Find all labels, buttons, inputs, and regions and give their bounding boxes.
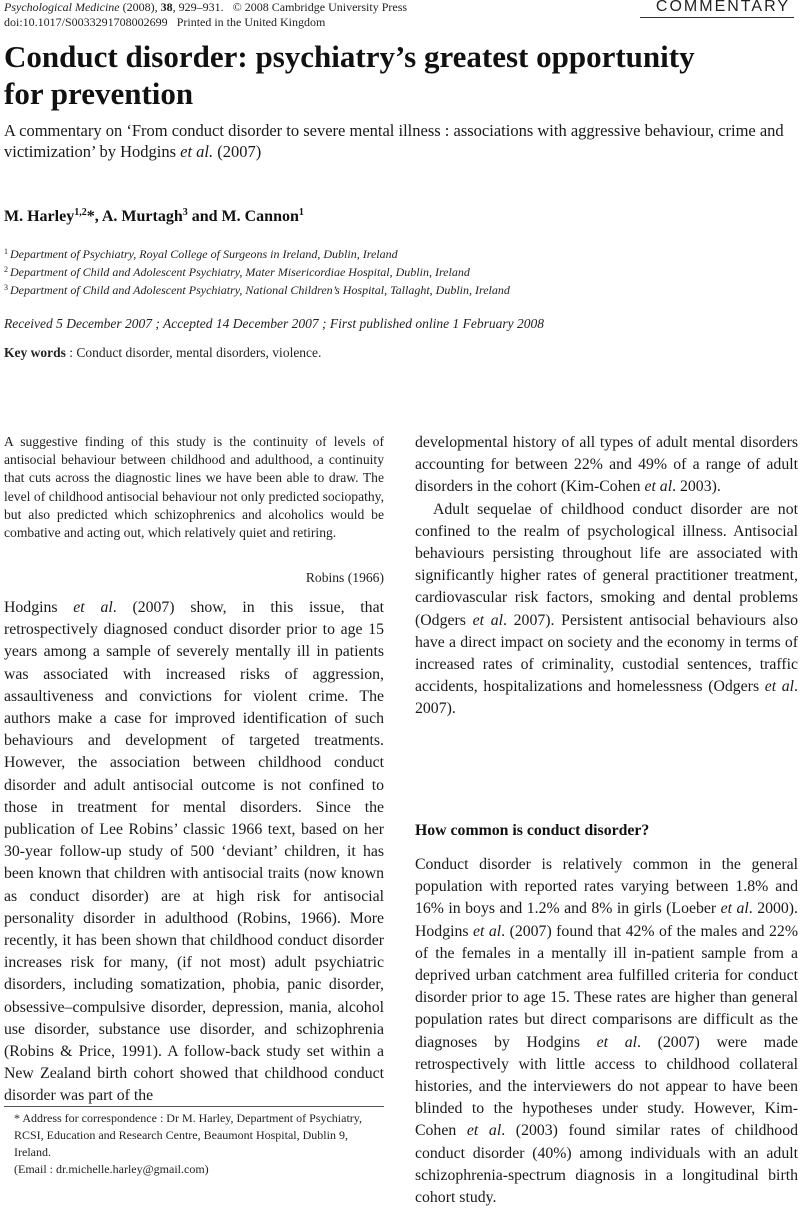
- header-rule: [640, 17, 794, 18]
- paragraph: Hodgins et al. (2007) show, in this issue, that retrospectively diagnosed conduct disorder prior to age 15 years among a sample of severely mentally ill in patients was associated with increased risks of aggression, assaultiveness and convictions for violent crime. The authors make a case for improved identification of such behaviours and development of targeted treatments. However, the association between childhood conduct disorder and adult antisocial outcome is not confined to those in treatment for mental disorders. Since the publication of Lee Robins’ classic 1966 text, based on her 30-year follow-up study of 500 ‘deviant’ children, it has been known that children with antisocial traits (now known as conduct disorder) are at high risk for antisocial personality disorder in adulthood (Robins, 1966). More recently, it has been shown that childhood conduct disorder increases risk for many, (if not most) adult psychiatric disorders, including somatization, phobia, panic disorder, obsessive–compulsive disorder, depression, mania, alcohol use disorder, substance use disorder, and schizophrenia (Robins & Price, 1991). A follow-back study set within a New Zealand birth cohort showed that childhood conduct disorder was part of the: [4, 599, 384, 1105]
- doi: doi:10.1017/S0033291708002699: [4, 15, 168, 29]
- affiliation-3: $^3$ Department of Child and Adolescent Psychiatry, National Children’s Hospital, Tallaght, Dublin, Ireland: [4, 283, 510, 297]
- article-title: Conduct disorder: psychiatry’s greatest opportunity for prevention: [4, 39, 695, 111]
- correspondence-footnote: * Address for correspondence : Dr M. Harley, Department of Psychiatry, RCSI, Education and Research Centre, Beaumont Hospital, Dublin 9, Ireland. (Email : dr.michelle.harley@gmail.com): [4, 1110, 384, 1178]
- author-harley: M. Harley: [4, 208, 75, 225]
- affiliation-1: $^1$ Department of Psychiatry, Royal College of Surgeons in Ireland, Dublin, Ireland: [4, 247, 398, 261]
- volume-number: 38: [160, 0, 173, 14]
- journal-citation: Psychological Medicine (2008), 38, 929–931. © 2008 Cambridge University Press: [4, 0, 408, 14]
- copyright-notice: © 2008 Cambridge University Press: [232, 0, 408, 14]
- author-cannon: M. Cannon: [221, 208, 299, 225]
- printed-notice: Printed in the United Kingdom: [176, 15, 326, 29]
- epigraph-source: Robins (1966): [305, 570, 384, 585]
- paragraph: developmental history of all types of adult mental disorders accounting for between 22% and 49% of a range of adult disorders in the cohort (Kim-Cohen et al. 2003).: [415, 434, 798, 496]
- keywords: Key words : Conduct disorder, mental disorders, violence.: [4, 345, 322, 360]
- correspondence-email: (Email : dr.michelle.harley@gmail.com): [14, 1162, 209, 1176]
- article-subtitle: A commentary on ‘From conduct disorder to severe mental illness : associations with aggressive behaviour, crime and victimization’ by Hodgins et al. (2007): [4, 121, 784, 161]
- affiliation-2: $^2$ Department of Child and Adolescent Psychiatry, Mater Misericordiae Hospital, Dublin, Ireland: [4, 265, 470, 279]
- paragraph: Conduct disorder is relatively common in the general population with reported rates varying between 1.8% and 16% in boys and 1.2% and 8% in girls (Loeber et al. 2000). Hodgins et al. (2007) found that 42% of the males and 22% of the females in a mentally ill in-patient sample from a deprived urban catchment area fulfilled criteria for conduct disorder prior to age 15. These rates are higher than general population rates but direct comparisons are difficult as the diagnoses by Hodgins et al. (2007) were made retrospectively with little access to childhood collateral histories, and the interviewers do not appear to have been blinded to the hypotheses under study. However, Kim-Cohen et al. (2003) found similar rates of childhood conduct disorder (40%) among individuals with an adult schizophrenia-spectrum diagnosis in a longitudinal birth cohort study.: [415, 856, 799, 1207]
- footnote-rule: [4, 1106, 384, 1107]
- body-column-left: [4, 597, 384, 1108]
- author-list: M. Harley$^{1,2}$*, A. Murtagh$^3$ and M. Cannon$^1$: [4, 207, 304, 225]
- section-heading: How common is conduct disorder?: [415, 822, 650, 839]
- body-column-right-top: [415, 432, 798, 721]
- author-murtagh: A. Murtagh: [101, 208, 183, 225]
- received-dates: Received 5 December 2007 ; Accepted 14 December 2007 ; First published online 1 February 2008: [4, 316, 544, 331]
- paragraph: Adult sequelae of childhood conduct disorder are not confined to the realm of psychological illness. Antisocial behaviours persisting throughout life are associated with significantly higher rates of general practitioner treatment, cardiovascular risk factors, smoking and dental problems (Odgers et al. 2007). Persistent antisocial behaviours also have a direct impact on society and the economy in terms of increased rates of criminality, custodial sentences, traffic accidents, hospitalizations and homelessness (Odgers et al. 2007).: [415, 500, 798, 718]
- running-header: [4, 0, 407, 30]
- epigraph-quote: A suggestive finding of this study is the continuity of levels of antisocial behaviour between childhood and adulthood, a continuity that cuts across the diagnostic lines we have been able to draw. The level of childhood antisocial behaviour not only predicted sociopathy, but also predicted which schizophrenics and alcoholics would be combative and acting out, which relatively quiet and retiring.: [4, 434, 384, 541]
- keywords-label: Key words: [4, 345, 66, 360]
- journal-name: Psychological Medicine: [4, 0, 120, 14]
- body-column-right-bottom: [415, 854, 798, 1208]
- section-label: COMMENTARY: [655, 0, 790, 15]
- doi-line: [4, 15, 407, 30]
- keywords-text: Conduct disorder, mental disorders, violence.: [76, 345, 322, 360]
